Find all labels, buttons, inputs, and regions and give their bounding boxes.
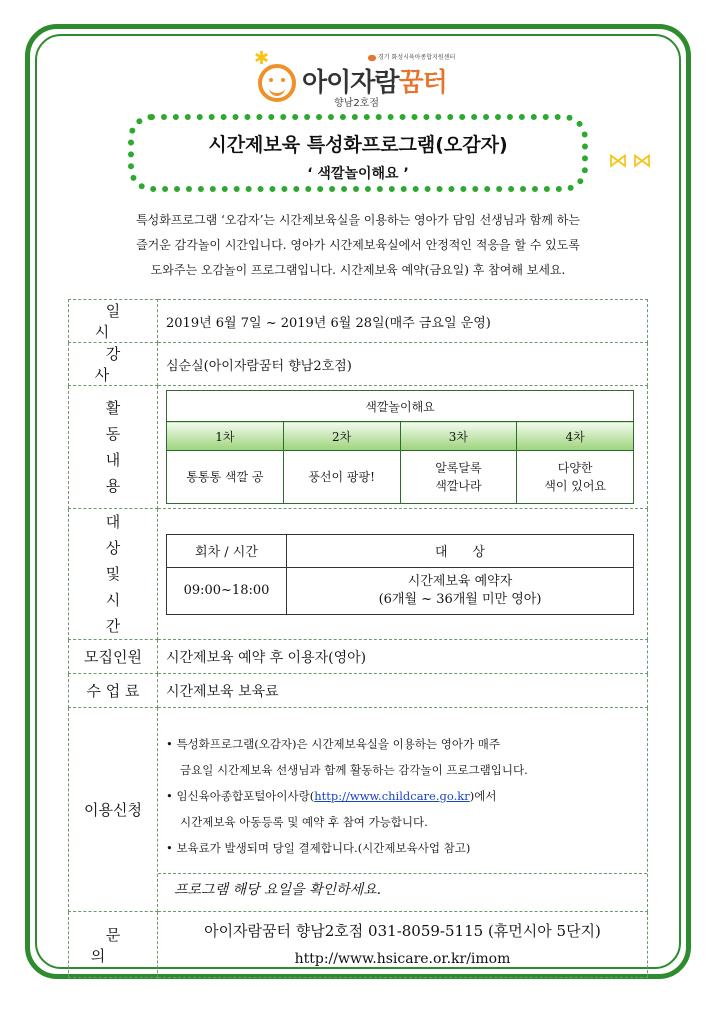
ribbon-icons: ⋈⋈: [608, 148, 656, 172]
row-teacher: [69, 343, 648, 386]
value-teacher: 심순실(아이자람꿈터 향남2호점): [158, 343, 648, 386]
activity-cell: [283, 451, 400, 504]
label-activity-1: 활 동: [105, 399, 141, 443]
row-contact: [69, 912, 648, 978]
label-teacher: 강 사: [94, 345, 143, 384]
bullet-line: 금요일 시간제보육 선생님과 함께 활동하는 감각놀이 프로그램입니다.: [180, 763, 528, 777]
label-target-1: 대 상: [105, 513, 141, 557]
value-fee: 시간제보육 보육료: [158, 674, 648, 708]
activity-col: 1차: [167, 422, 284, 451]
activity-table: [166, 390, 634, 504]
activity-cell-line: 색이 있어요: [544, 479, 607, 493]
activity-col: 2차: [283, 422, 400, 451]
contact-url: http://www.hsicare.or.kr/imom: [294, 950, 511, 967]
row-target: [69, 509, 648, 640]
row-apply: [69, 708, 648, 912]
row-date: [69, 300, 648, 343]
label-contact: 문 의: [90, 925, 151, 965]
label-apply: 이용신청: [69, 708, 158, 912]
target-who-line: 시간제보육 예약자: [407, 573, 513, 589]
org-mark-icon: [368, 55, 376, 61]
target-time: 09:00~18:00: [167, 567, 287, 614]
title-box: [128, 114, 588, 192]
activity-col: 4차: [517, 422, 634, 451]
target-who: [287, 567, 634, 614]
label-date: 일 시: [94, 302, 143, 341]
activity-cell-line: 색깔나라: [435, 479, 482, 493]
bullet-text: )에서: [469, 789, 497, 803]
activity-cell: [400, 451, 517, 504]
page-title: 시간제보육 특성화프로그램(오감자): [208, 134, 508, 156]
label-activity-2: 내 용: [105, 451, 141, 495]
target-head-who: 대 상: [287, 534, 634, 567]
value-recruit: 시간제보육 예약 후 이용자(영아): [158, 640, 648, 674]
activity-cell-line: 통통통 색깔 공: [186, 470, 264, 484]
activity-cell: [167, 451, 284, 504]
label-target-2: 및: [105, 565, 121, 583]
activity-cell-line: 풍선이 팡팡!: [308, 470, 375, 484]
activity-cell-line: 알록달록: [435, 461, 482, 475]
label-recruit: 모집인원: [69, 640, 158, 674]
target-table: [166, 534, 634, 615]
bullet-line: 시간제보육 아동등록 및 예약 후 참여 가능합니다.: [180, 815, 428, 829]
bullet-text: • 임신육아종합포털아이사랑(: [166, 789, 315, 803]
logo-name-b: 꿈터: [398, 68, 447, 98]
info-table: [68, 299, 648, 978]
contact-line: 아이자람꿈터 향남2호점 031-8059-5115 (휴먼시아 5단지): [204, 921, 601, 940]
intro-text: [72, 208, 644, 283]
bullet-line: • 특성화프로그램(오감자)은 시간제보육실을 이용하는 영아가 매주: [166, 737, 500, 751]
apply-bullets: [166, 713, 647, 861]
logo: [254, 48, 498, 110]
apply-note: 프로그램 해당 요일을 확인하세요.: [158, 873, 647, 906]
intro-line: 즐거운 감각놀이 시간입니다. 영아가 시간제보육실에서 안정적인 적응을 할 수 있도록: [136, 238, 580, 252]
bullet-line: [166, 783, 647, 809]
label-fee: 수 업 료: [69, 674, 158, 708]
target-head-time: 회차 / 시간: [167, 534, 287, 567]
activity-head: 색깔놀이해요: [167, 391, 634, 422]
value-date: 2019년 6월 7일 ~ 2019년 6월 28일(매주 금요일 운영): [158, 300, 648, 343]
activity-cell: [517, 451, 634, 504]
intro-line: 도와주는 오감놀이 프로그램입니다. 시간제보육 예약(금요일) 후 참여해 보세요.: [150, 263, 566, 277]
smiley-sun-icon: [258, 64, 296, 102]
logo-name-a: 아이자람: [302, 68, 399, 98]
activity-col: 3차: [400, 422, 517, 451]
page-subtitle: ‘ 색깔놀이해요 ’: [307, 166, 409, 182]
row-fee: [69, 674, 648, 708]
logo-org: 경기 화성시육아종합지원센터: [378, 54, 456, 61]
star-icon: ✱: [254, 48, 270, 69]
row-recruit: [69, 640, 648, 674]
childcare-link[interactable]: http://www.childcare.go.kr: [314, 789, 470, 803]
label-target-3: 시 간: [105, 591, 141, 635]
bullet-line: • 보육료가 발생되며 당일 결제합니다.(시간제보육사업 참고): [166, 841, 471, 855]
logo-branch: 향남2호점: [334, 98, 380, 109]
row-activity: [69, 386, 648, 509]
activity-cell-line: 다양한: [557, 461, 593, 475]
intro-line: 특성화프로그램 ‘오감자’는 시간제보육실을 이용하는 영아가 담임 선생님과 함께 하는: [136, 213, 580, 227]
target-who-line: (6개월 ~ 36개월 미만 영아): [378, 591, 542, 607]
